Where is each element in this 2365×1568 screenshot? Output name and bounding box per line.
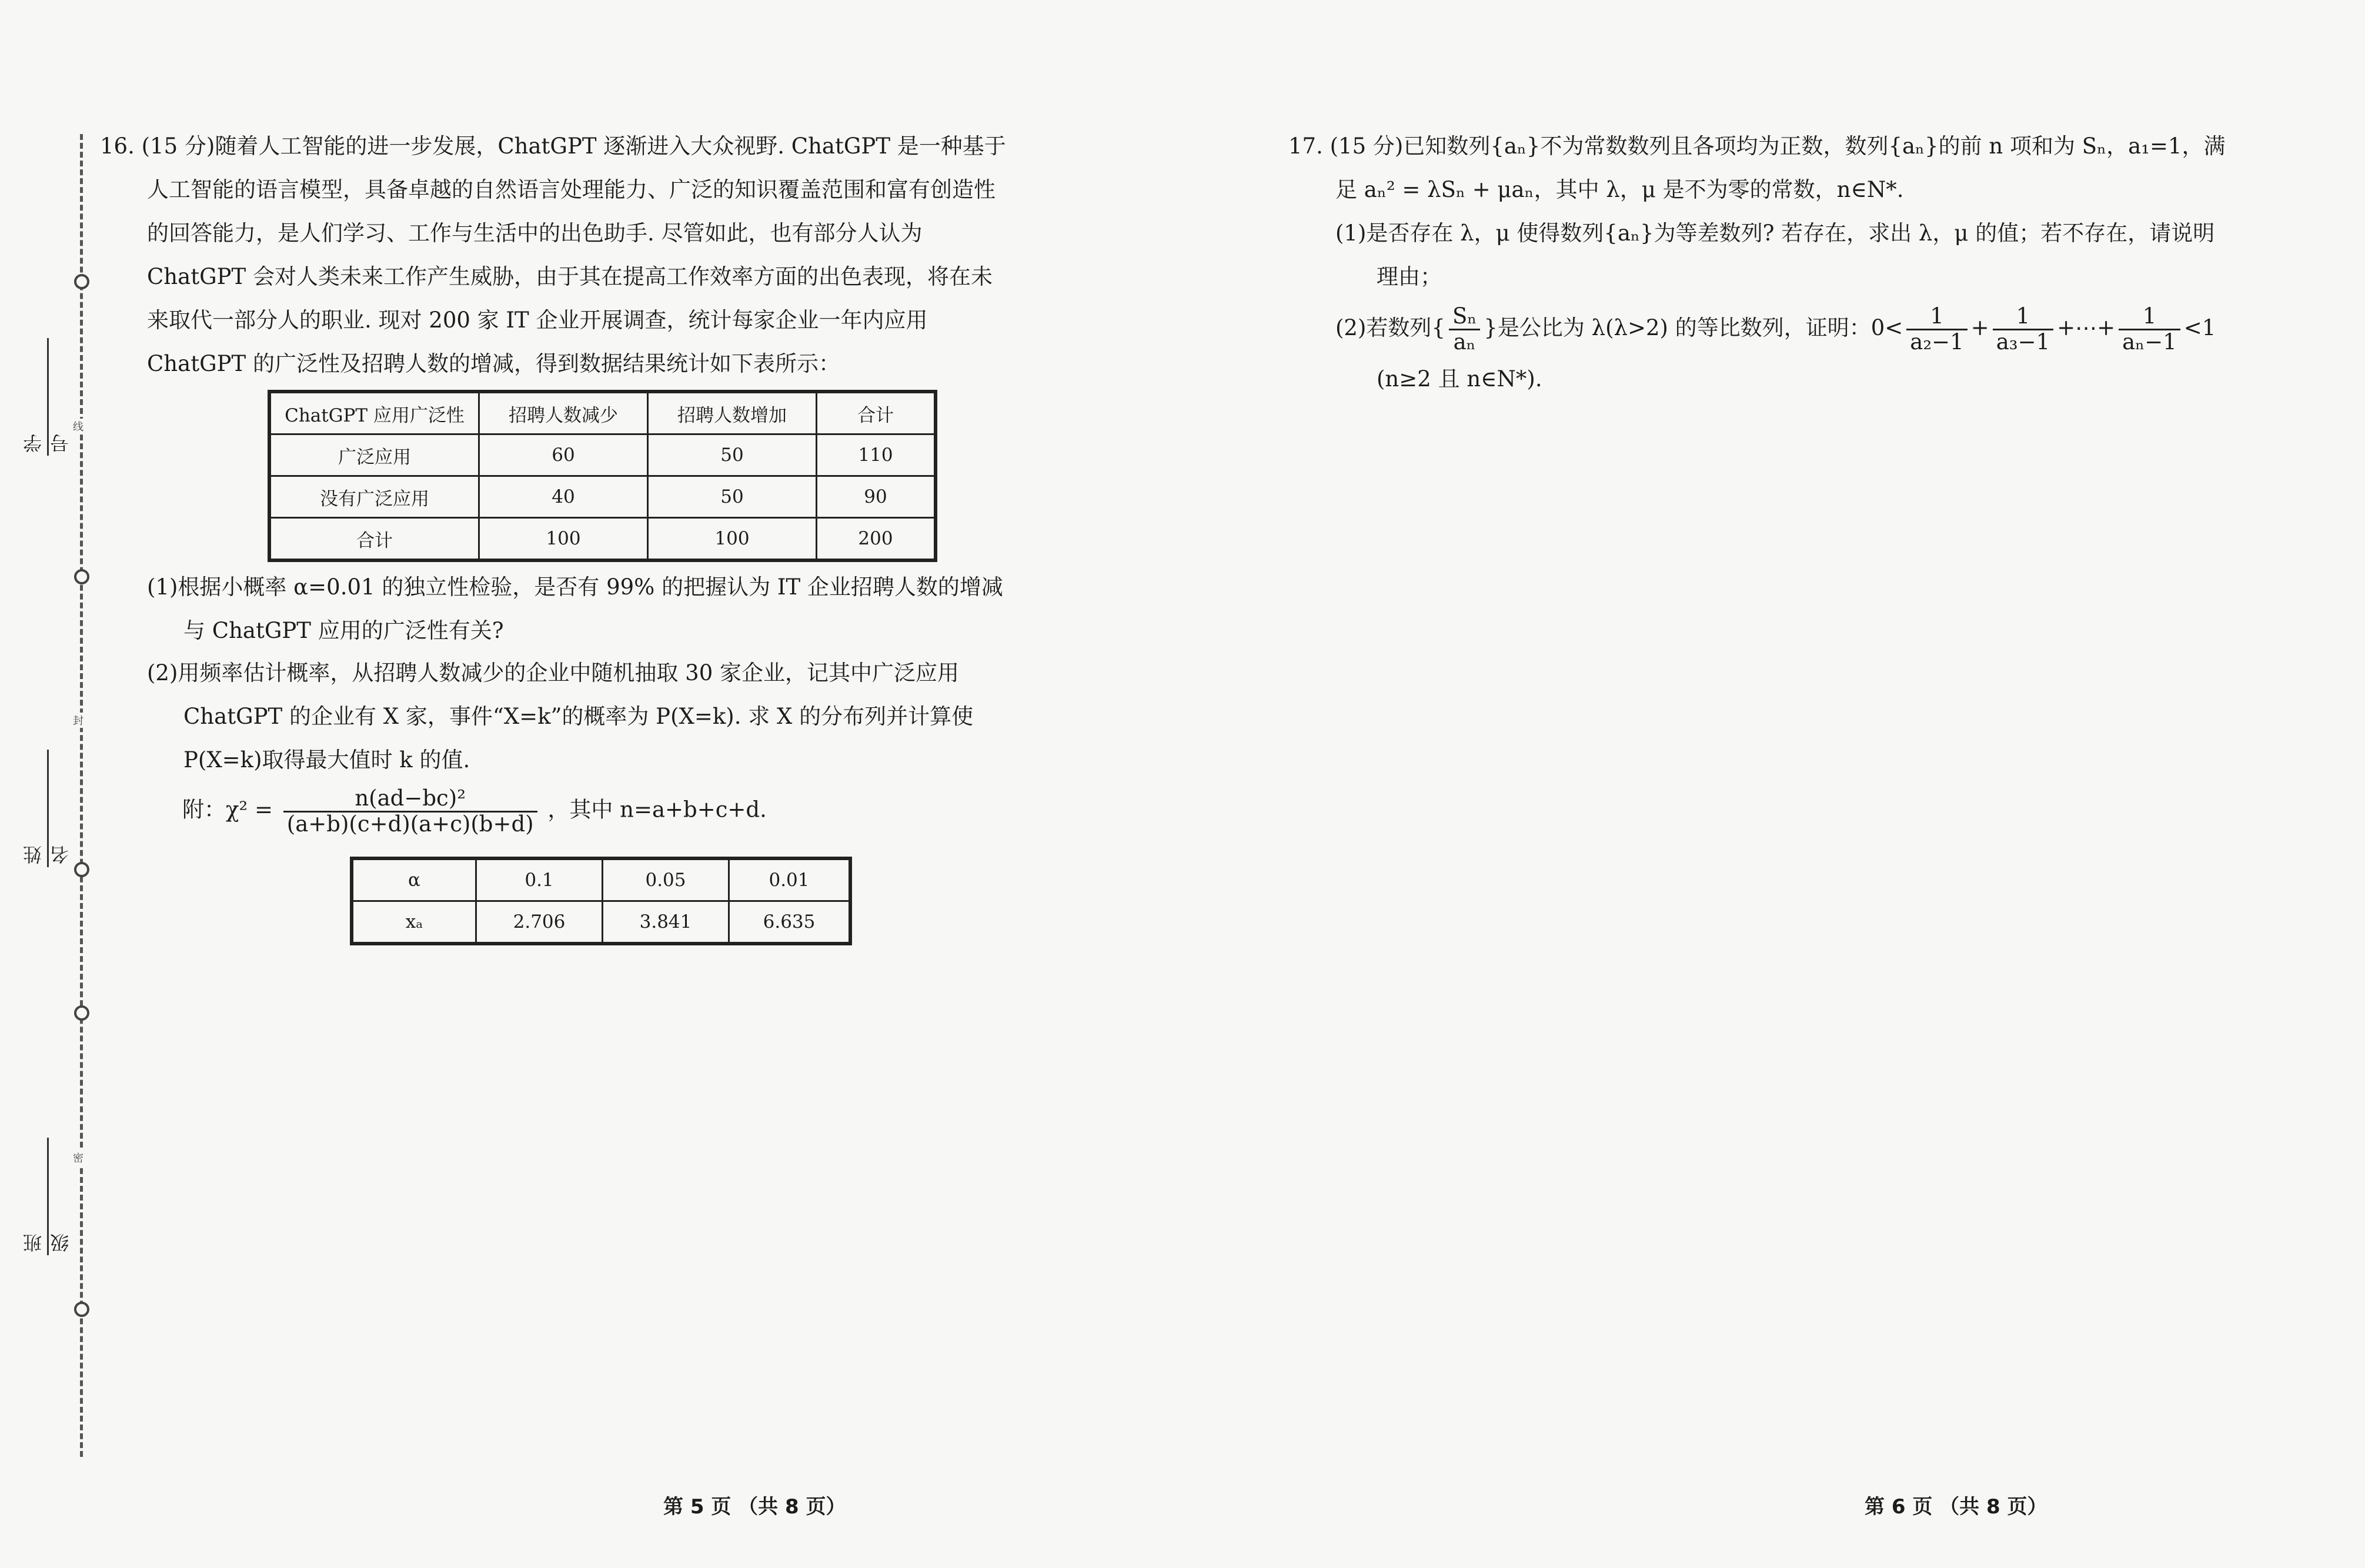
seq-num: Sₙ xyxy=(1449,305,1480,330)
q16-part1-line: (1)根据小概率 α=0.01 的独立性检验，是否有 99% 的把握认为 IT 企业招聘人数的增减 xyxy=(147,574,1003,600)
q16-part1-line: 与 ChatGPT 应用的广泛性有关? xyxy=(183,618,504,643)
left-page xyxy=(0,0,1182,1568)
binding-hole xyxy=(74,1302,89,1317)
q17-part1-line2: 理由； xyxy=(1377,264,1442,289)
table-cell: 200 xyxy=(817,518,935,560)
frac3-den: aₙ−1 xyxy=(2122,329,2177,355)
table-cell: 没有广泛应用 xyxy=(270,476,479,518)
table-cell: 100 xyxy=(648,518,817,560)
table-row xyxy=(270,518,935,560)
table-cell: 3.841 xyxy=(603,901,729,943)
chi-square-formula xyxy=(182,787,1064,836)
plus-sign: + xyxy=(1970,315,1989,340)
q16-part2-line: P(X=k)取得最大值时 k 的值. xyxy=(183,747,470,773)
frac3-num: 1 xyxy=(2119,305,2180,330)
q16-line: ChatGPT 的广泛性及招聘人数的增减，得到数据结果统计如下表所示： xyxy=(147,351,840,376)
contingency-table xyxy=(269,392,936,560)
formula-fraction xyxy=(283,787,537,836)
table-header: 招聘人数减少 xyxy=(479,393,648,434)
binding-hole xyxy=(74,569,89,584)
fraction-1 xyxy=(1906,305,1967,354)
binding-dashed-line xyxy=(80,134,83,1457)
formula-numerator: n(ad−bc)² xyxy=(283,787,537,813)
table-cell: 100 xyxy=(479,518,648,560)
frac2-den: a₃−1 xyxy=(1996,329,2050,355)
table-cell: 40 xyxy=(479,476,648,518)
table-row xyxy=(353,901,850,943)
question-16 xyxy=(100,125,1064,386)
binding-hole xyxy=(74,1005,89,1021)
seq-den: aₙ xyxy=(1453,329,1476,355)
ellipsis: +⋯+ xyxy=(2057,315,2116,340)
table-header: 合计 xyxy=(817,393,935,434)
frac2-num: 1 xyxy=(1993,305,2053,330)
table-header: ChatGPT 应用广泛性 xyxy=(270,393,479,434)
right-page xyxy=(1182,0,2365,1568)
table-header: 招聘人数增加 xyxy=(648,393,817,434)
q17-line1: 17. (15 分)已知数列{aₙ}不为常数数列且各项均为正数，数列{aₙ}的前 n 项和为 Sₙ，a₁=1，满 xyxy=(1288,133,2226,159)
binding-hole xyxy=(74,862,89,877)
class-label: 班级 xyxy=(22,1233,72,1252)
table-cell: 广泛应用 xyxy=(270,434,479,476)
q17-part2-line1: (2)若数列{ $\frac{\text{Sₙ}}{\text{aₙ}}$ }是公比为 λ(λ>2) 的等比数列，证明：0< $\frac{1}{\text{a₂−1}}$ + $\frac{1}{\text{a₃−1}}$ +⋯+ $\frac{1}{\text{aₙ−1}}$ <1 xyxy=(1335,303,2216,355)
table-cell: xₐ xyxy=(353,901,476,943)
seq-fraction xyxy=(1449,305,1480,354)
student-id-blank[interactable] xyxy=(47,338,49,456)
formula-denominator: (a+b)(c+d)(a+c)(b+d) xyxy=(286,811,534,837)
class-blank[interactable] xyxy=(47,1138,49,1255)
name-label: 姓名 xyxy=(22,845,72,864)
part2-end: <1 xyxy=(2183,315,2216,340)
q16-line: 的回答能力，是人们学习、工作与生活中的出色助手. 尽管如此，也有部分人认为 xyxy=(147,220,923,246)
fraction-2 xyxy=(1993,305,2053,354)
binding-hole xyxy=(74,274,89,289)
seal-char-xian: 线 xyxy=(73,419,83,434)
q16-part1 xyxy=(147,566,1076,653)
table-cell: 60 xyxy=(479,434,648,476)
table-row xyxy=(270,476,935,518)
fraction-3 xyxy=(2119,305,2180,354)
table-row xyxy=(353,860,850,901)
q17-part2-line2: (n≥2 且 n∈N*). xyxy=(1377,366,1542,392)
seal-char-feng: 封 xyxy=(73,713,83,728)
q16-line: 16. (15 分)随着人工智能的进一步发展，ChatGPT 逐渐进入大众视野. ChatGPT 是一种基于 xyxy=(100,133,1006,159)
table-cell: 0.1 xyxy=(476,860,603,901)
part2-prefix: (2)若数列 xyxy=(1335,315,1432,340)
formula-suffix: ，其中 n=a+b+c+d. xyxy=(547,797,767,823)
table-row xyxy=(270,434,935,476)
q16-part2 xyxy=(147,651,1076,782)
student-id-label: 学号 xyxy=(22,434,72,453)
frac1-num: 1 xyxy=(1906,305,1967,330)
table-cell: 6.635 xyxy=(729,901,850,943)
table-cell: 50 xyxy=(648,434,817,476)
frac1-den: a₂−1 xyxy=(1910,329,1964,355)
table-cell: 50 xyxy=(648,476,817,518)
formula-prefix: 附：χ² = xyxy=(182,797,273,823)
table-cell: 合计 xyxy=(270,518,479,560)
part2-mid: 是公比为 λ(λ>2) 的等比数列，证明：0< xyxy=(1497,315,1903,340)
table-cell: 90 xyxy=(817,476,935,518)
table-cell: 110 xyxy=(817,434,935,476)
table-cell: 2.706 xyxy=(476,901,603,943)
q16-part2-line: (2)用频率估计概率，从招聘人数减少的企业中随机抽取 30 家企业，记其中广泛应用 xyxy=(147,660,960,686)
q16-part2-line: ChatGPT 的企业有 X 家，事件“X=k”的概率为 P(X=k). 求 X 的分布列并计算使 xyxy=(183,704,974,729)
question-17 xyxy=(1288,125,2359,401)
q16-line: 人工智能的语言模型，具备卓越的自然语言处理能力、广泛的知识覆盖范围和富有创造性 xyxy=(147,177,996,202)
seal-char-mi: 密 xyxy=(73,1150,83,1165)
name-blank[interactable] xyxy=(47,750,49,867)
table-cell: α xyxy=(353,860,476,901)
table-cell: 0.05 xyxy=(603,860,729,901)
table-cell: 0.01 xyxy=(729,860,850,901)
critical-value-table xyxy=(352,858,850,944)
page-number-left: 第 5 页 （共 8 页） xyxy=(663,1495,846,1519)
q16-line: 来取代一部分人的职业. 现对 200 家 IT 企业开展调查，统计每家企业一年内应用 xyxy=(147,307,928,333)
q17-line2: 足 aₙ² = λSₙ + μaₙ，其中 λ，μ 是不为零的常数，n∈N*. xyxy=(1335,177,1904,202)
q16-line: ChatGPT 会对人类未来工作产生威胁，由于其在提高工作效率方面的出色表现，将在未 xyxy=(147,264,993,289)
table-row xyxy=(270,393,935,434)
page-number-right: 第 6 页 （共 8 页） xyxy=(1865,1495,2047,1519)
q17-part1-line1: (1)是否存在 λ，μ 使得数列{aₙ}为等差数列? 若存在，求出 λ，μ 的值；若不存在，请说明 xyxy=(1335,220,2215,246)
